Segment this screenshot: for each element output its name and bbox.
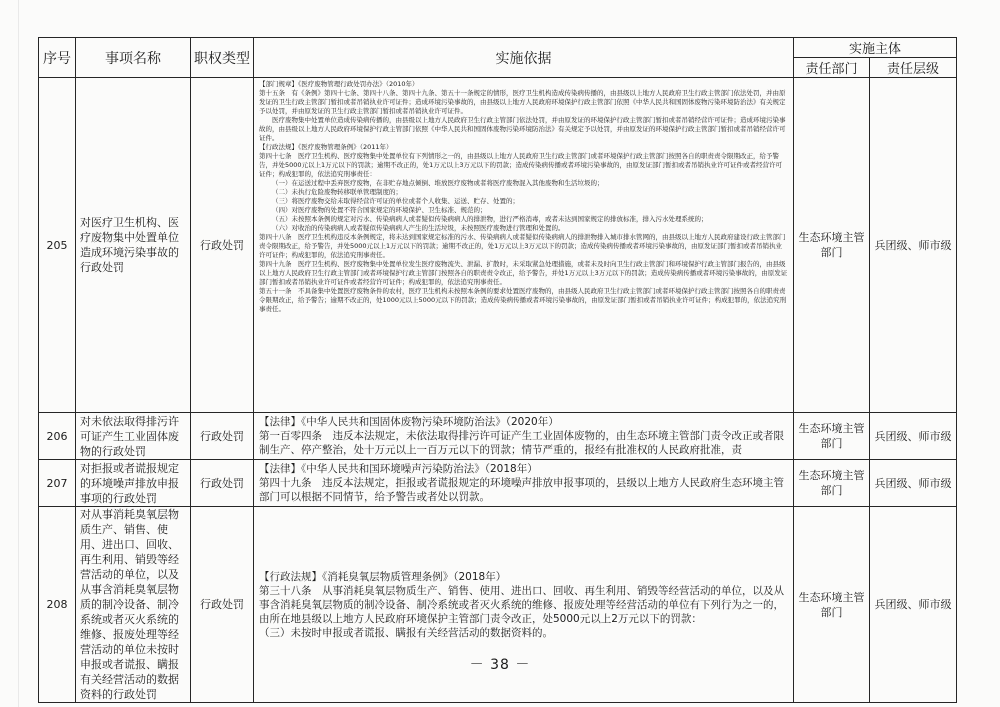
table-row xyxy=(39,460,957,507)
header-basis: 实施依据 xyxy=(254,38,794,78)
row-seq: 205 xyxy=(39,78,76,413)
basis-paragraph: （一）在运送过程中丢弃医疗废物，在非贮存地点倾倒、堆放医疗废物或者将医疗废物混入其他废物和生活垃圾的； xyxy=(272,179,604,187)
row-seq: 207 xyxy=(39,460,76,507)
header-power-type: 职权类型 xyxy=(191,38,254,78)
table-row xyxy=(39,413,957,460)
row-power-type: 行政处罚 xyxy=(191,78,254,413)
row-department: 生态环境主管部门 xyxy=(794,507,870,703)
row-level: 兵团级、师市级 xyxy=(870,413,957,460)
basis-paragraph: 第十五条 有《条例》第四十七条、第四十八条、第四十九条、第五十一条规定的情形，医疗卫生机构造成传染病传播的，由县级以上地方人民政府卫生行政主管部门依法处罚，并由原发证的卫生行政主管部门暂扣或者吊销执业许可证件；造成环境污染事故的，由县级以上地方人民政府环境保护行政主管部门依照《中华人民共和国固体废物污染环境防治法》有关规定予以处罚，并由原发证的卫生行政主管部门暂扣或者吊销执业许可证件。 xyxy=(259,89,786,115)
row-department: 生态环境主管部门 xyxy=(794,460,870,507)
row-department: 生态环境主管部门 xyxy=(794,413,870,460)
row-level: 兵团级、师市级 xyxy=(870,460,957,507)
row-level: 兵团级、师市级 xyxy=(870,507,957,703)
basis-paragraph: 【部门规章】《医疗废物管理行政处罚办法》（2010年） xyxy=(259,80,419,88)
row-power-type: 行政处罚 xyxy=(191,460,254,507)
basis-paragraph: （六）对收治的传染病病人或者疑似传染病病人产生的生活垃圾，未按照医疗废物进行管理和处置的。 xyxy=(272,224,565,232)
header-item-name: 事项名称 xyxy=(76,38,191,78)
header-department: 责任部门 xyxy=(794,58,870,78)
row-seq: 208 xyxy=(39,507,76,703)
basis-paragraph: 第四十九条 医疗卫生机构、医疗废物集中处置单位发生医疗废物流失、泄漏、扩散时，未采取紧急处理措施，或者未及时向卫生行政主管部门和环境保护行政主管部门报告的，由县级以上地方人民政府卫生行政主管部门或者环境保护行政主管部门按照各自的职责责令改正，给予警告，并处1万元以上3万元以下的罚款；造成传染病传播或者环境污染事故的，由原发证部门暂扣或者吊销执业许可证件或者经营许可证件；构成犯罪的，依法追究刑事责任。 xyxy=(259,260,788,286)
row-seq: 206 xyxy=(39,413,76,460)
row-item-name: 对未依法取得排污许可证产生工业固体废物的行政处罚 xyxy=(76,413,191,460)
basis-paragraph: 医疗废物集中处置单位造成传染病传播的，由县级以上地方人民政府卫生行政主管部门依法处罚，并由原发证的环境保护行政主管部门暂扣或者吊销经营许可证件；造成环境污染事故的，由县级以上地方人民政府环境保护行政主管部门依照《中华人民共和国固体废物污染环境防治法》有关规定予以处罚，并由原发证的环境保护行政主管部门暂扣或者吊销经营许可证件。 xyxy=(259,116,786,142)
row-basis xyxy=(254,413,794,460)
row-item-name: 对从事消耗臭氧层物质生产、销售、使用、进出口、回收、再生利用、销毁等经营活动的单位，以及从事含消耗臭氧层物质的制冷设备、制冷系统或者灭火系统的维修、报废处理等经营活动的单位未按时申报或者谎报、瞒报有关经营活动的数据资料的行政处罚 xyxy=(76,507,191,703)
row-power-type: 行政处罚 xyxy=(191,413,254,460)
header-row xyxy=(39,38,957,58)
basis-paragraph: 【行政法规】《医疗废物管理条例》（2011年） xyxy=(259,143,393,151)
basis-paragraph: 【行政法规】《消耗臭氧层物质管理条例》（2018年） xyxy=(259,570,507,583)
row-item-name: 对拒报或者谎报规定的环境噪声排放申报事项的行政处罚 xyxy=(76,460,191,507)
basis-paragraph: 第四十九条 违反本法规定，拒报或者谎报规定的环境噪声排放申报事项的，县级以上地方人民政府生态环境主管部门可以根据不同情节，给予警告或者处以罚款。 xyxy=(259,477,784,503)
header-seq: 序号 xyxy=(39,38,76,78)
power-list-table xyxy=(38,37,957,703)
page-number: － 38 － xyxy=(469,657,531,673)
basis-paragraph: 【法律】《中华人民共和国固体废物污染环境防治法》（2020年） xyxy=(259,416,559,428)
header-level: 责任层级 xyxy=(870,58,957,78)
basis-paragraph: 第五十一条 不具备集中处置医疗废物条件的农村，医疗卫生机构未按照本条例的要求处置医疗废物的，由县级人民政府卫生行政主管部门或者环境保护行政主管部门按照各自的职责责令限期改正，给予警告；逾期不改正的，处1000元以上5000元以下的罚款；造成传染病传播或者环境污染事故的，由原发证部门暂扣或者吊销执业许可证件；构成犯罪的，依法追究刑事责任。 xyxy=(259,287,787,313)
basis-paragraph: 第四十七条 医疗卫生机构、医疗废物集中处置单位有下列情形之一的，由县级以上地方人民政府卫生行政主管部门或者环境保护行政主管部门按照各自的职责责令限期改正，给予警告，并处5000元以上1万元以下的罚款；逾期不改正的，处1万元以上3万元以下的罚款；造成传染病传播或者环境污染事故的，由原发证部门暂扣或者吊销执业许可证件或者经营许可证件；构成犯罪的，依法追究刑事责任： xyxy=(259,152,782,178)
row-basis xyxy=(254,460,794,507)
row-department: 生态环境主管部门 xyxy=(794,78,870,413)
basis-paragraph: （五）未按照本条例的规定对污水、传染病病人或者疑似传染病病人的排泄物，进行严格消毒，或者未达到国家规定的排放标准，排入污水处理系统的； xyxy=(272,215,708,223)
basis-paragraph: （三）将医疗废物交给未取得经营许可证的单位或者个人收集、运送、贮存、处置的； xyxy=(272,197,519,205)
header-subject: 实施主体 xyxy=(794,38,957,58)
scan-margin-line xyxy=(18,0,19,707)
basis-paragraph: （三）未按时申报或者谎报、瞒报有关经营活动的数据资料的。 xyxy=(259,626,553,639)
row-power-type: 行政处罚 xyxy=(191,507,254,703)
basis-paragraph: 第一百零四条 违反本法规定，未依法取得排污许可证产生工业固体废物的，由生态环境主管部门责令改正或者限制生产、停产整治，处十万元以上一百万元以下的罚款；情节严重的，报经有批准权的人民政府批准，责 xyxy=(259,430,784,456)
basis-paragraph: （二）未执行危险废物转移联单管理制度的； xyxy=(272,188,402,196)
basis-paragraph: 第三十八条 从事消耗臭氧层物质生产、销售、使用、进出口、回收、再生利用、销毁等经营活动的单位，以及从事含消耗臭氧层物质的制冷设备、制冷系统或者灭火系统的维修、报废处理等经营活动的单位有下列行为之一的，由所在地县级以上地方人民政府环境保护主管部门责令改正，处5000元以上2万元以下的罚款： xyxy=(259,584,784,625)
basis-paragraph: 第四十八条 医疗卫生机构违反本条例规定，将未达到国家规定标准的污水、传染病病人或者疑似传染病病人的排泄物排入城市排水管网的，由县级以上地方人民政府建设行政主管部门责令限期改正，给予警告，并处5000元以上1万元以下的罚款；逾期不改正的，处1万元以上3万元以下的罚款；造成传染病传播或者环境污染事故的，由原发证部门暂扣或者吊销执业许可证件；构成犯罪的，依法追究刑事责任。 xyxy=(259,233,786,259)
row-basis xyxy=(254,78,794,413)
basis-paragraph: （四）对医疗废物的处置不符合国家规定的环境保护、卫生标准、规范的； xyxy=(272,206,487,214)
row-level: 兵团级、师市级 xyxy=(870,78,957,413)
basis-paragraph: 【法律】《中华人民共和国环境噪声污染防治法》（2018年） xyxy=(259,463,538,475)
table-row xyxy=(39,78,957,413)
row-item-name: 对医疗卫生机构、医疗废物集中处置单位造成环境污染事故的行政处罚 xyxy=(76,78,191,413)
